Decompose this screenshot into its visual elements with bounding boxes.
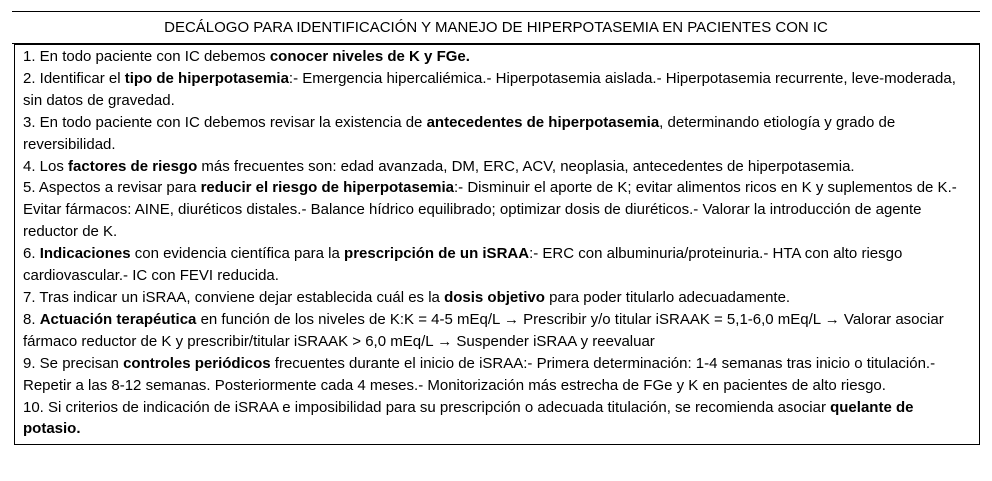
item-text: 1. En todo paciente con IC debemos xyxy=(23,48,270,65)
item-text: con evidencia científica para la xyxy=(130,245,345,263)
list-item xyxy=(23,287,973,309)
item-bold-text: prescripción de un iSRAA xyxy=(344,245,530,263)
list-item xyxy=(23,156,973,178)
item-text: en función de los niveles de K:K = 4-5 mEq/L → Prescribir y/o titular iSRAAK = 5,1-6,0 mEq/L → Valorar asociar fármaco reductor de K y prescribir/titular iSRAAK > 6,0 mEq/L → Suspender iSRAA y reevaluar xyxy=(23,310,944,350)
item-bold-text: antecedentes de hiperpotasemia xyxy=(426,113,660,131)
item-text: 3. En todo paciente con IC debemos revisar la existencia de xyxy=(23,113,427,131)
item-text: , determinando etiología y grado de reversibilidad. xyxy=(23,113,896,153)
item-text: :- Disminuir el aporte de K; evitar alimentos ricos en K y suplementos de K.- Evitar fármacos: AINE, diuréticos distales.- Balance hídrico equilibrado; optimizar dosis de diuréticos.- Valorar la introducción de agente reductor de K. xyxy=(23,179,957,241)
item-text: 7. Tras indicar un iSRAA, conviene dejar establecida cuál es la xyxy=(23,288,445,306)
item-bold-text: factores de riesgo xyxy=(68,157,198,175)
item-text: 5. Aspectos a revisar para xyxy=(23,179,201,197)
list-item xyxy=(23,46,973,68)
decalogue-table xyxy=(12,11,980,445)
item-bold-text: controles periódicos xyxy=(123,354,271,372)
item-bold-text: quelante de potasio. xyxy=(23,398,914,438)
table-body xyxy=(14,44,980,445)
item-text: :- ERC con albuminuria/proteinuria.- HTA con alto riesgo cardiovascular.- IC con FEVI reducida. xyxy=(23,245,903,285)
list-item xyxy=(23,243,973,287)
list-item xyxy=(23,309,973,353)
item-bold-text: tipo de hiperpotasemia xyxy=(124,69,289,87)
item-text: 4. Los xyxy=(23,157,69,175)
item-text: :- Emergencia hipercaliémica.- Hiperpotasemia aislada.- Hiperpotasemia recurrente, leve-moderada, sin datos de gravedad. xyxy=(23,69,956,109)
item-bold-text: conocer niveles de K y FGe. xyxy=(269,48,470,65)
item-bold-text: dosis objetivo xyxy=(444,288,545,306)
item-text: frecuentes durante el inicio de iSRAA:- Primera determinación: 1-4 semanas tras inicio o titulación.- Repetir a las 8-12 semanas. Posteriormente cada 4 meses.- Monitorización más estrecha de FGe y K en pacientes de alto riesgo. xyxy=(23,354,936,394)
list-item xyxy=(23,397,973,441)
table-title: DECÁLOGO PARA IDENTIFICACIÓN Y MANEJO DE HIPERPOTASEMIA EN PACIENTES CON IC xyxy=(164,19,828,36)
item-text: 2. Identificar el xyxy=(23,69,125,87)
list-item xyxy=(23,177,973,243)
item-bold-text: reducir el riesgo de hiperpotasemia xyxy=(200,179,455,197)
list-item xyxy=(23,68,973,112)
item-bold-text: Actuación terapéutica xyxy=(39,310,197,328)
item-text: 6. xyxy=(23,245,40,263)
item-text: más frecuentes son: edad avanzada, DM, ERC, ACV, neoplasia, antecedentes de hiperpotasemia. xyxy=(197,157,855,175)
list-item xyxy=(23,353,973,397)
item-bold-text: Indicaciones xyxy=(39,245,131,263)
item-text: para poder titularlo adecuadamente. xyxy=(544,288,791,306)
list-item xyxy=(23,112,973,156)
item-text: 10. Si criterios de indicación de iSRAA e imposibilidad para su prescripción o adecuada titulación, se recomienda asociar xyxy=(23,398,831,416)
item-text: 8. xyxy=(23,310,40,328)
item-text: 9. Se precisan xyxy=(23,354,124,372)
